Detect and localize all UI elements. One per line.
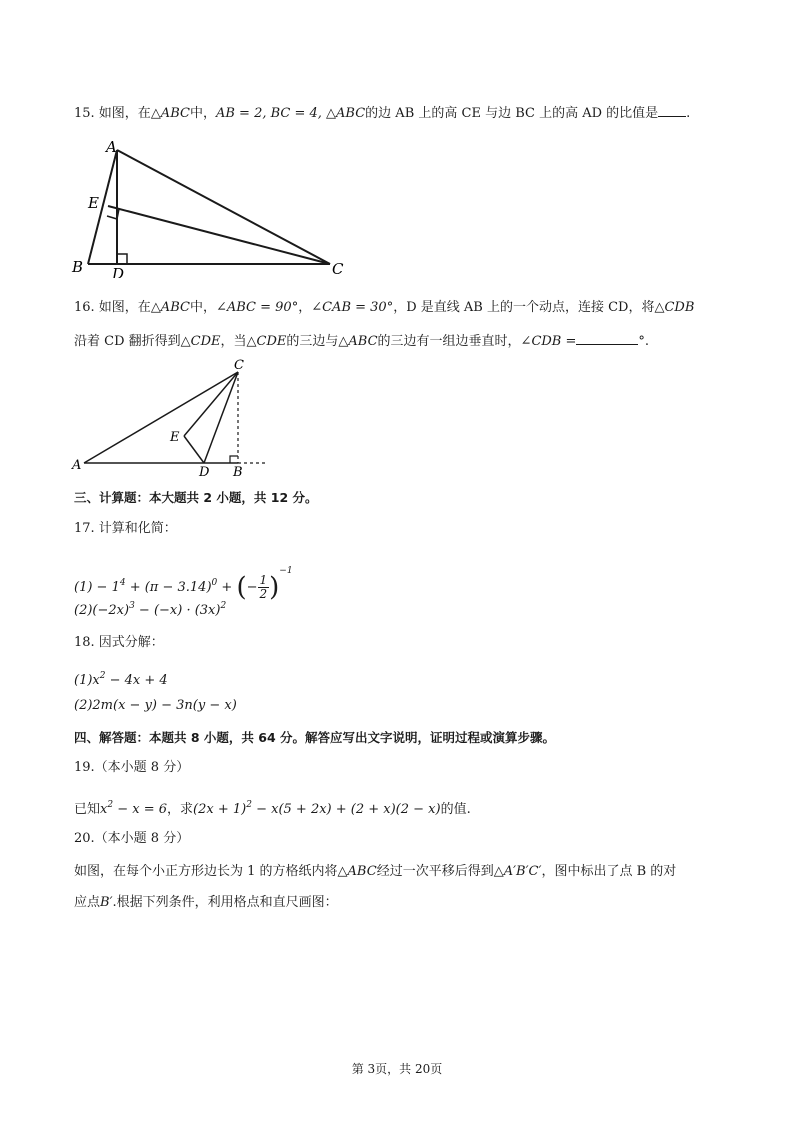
fraction-one-half: $\frac{1}{2}$: [259, 573, 268, 601]
q19-title: 19.（本小题 8 分）: [74, 760, 190, 775]
label-c: C: [332, 260, 344, 278]
q15-figure: [70, 138, 360, 278]
segment-ce: [184, 372, 238, 436]
q18-part2: (2)2m(x − y) − 3n(y − x): [74, 698, 237, 713]
q17-part2: $(2)(-2x)^3 - (-x) \cdot (3x)^2$: [74, 601, 227, 618]
answer-blank[interactable]: [658, 103, 686, 117]
q17-title: 17. 计算和化简：: [74, 521, 177, 536]
label-b: B: [72, 258, 84, 276]
q18-part1: $(1)x^2 - 4x + 4$: [74, 671, 168, 688]
segment-ed: [184, 436, 204, 463]
q18-title: 18. 因式分解：: [74, 635, 164, 650]
q17-part1: $(1) - 1^4 + (\pi - 3.14)^0$ + (− $\frac{1}{2}$ )$^{-1}$: [74, 566, 293, 603]
label-d: D: [199, 465, 210, 480]
label-b: B: [233, 465, 243, 480]
q20-line1: 如图，在每个小正方形边长为 1 的方格纸内将△ABC经过一次平移后得到△A′B′C′，图中标出了点 B 的对: [74, 864, 677, 879]
label-e: E: [88, 194, 99, 212]
q16-line1: 16. 如图，在△ABC中，∠ABC = 90°，∠CAB = 30°，D 是直线 AB 上的一个动点，连接 CD，将△CDB: [74, 300, 695, 315]
label-a: A: [72, 458, 82, 473]
q16-figure: [70, 356, 280, 481]
q19-body: 已知$x^2 - x = 6$，求$(2x + 1)^2 - x(5 + 2x) + (2 + x)(2 - x)$的值.: [74, 800, 471, 817]
q20-title: 20.（本小题 8 分）: [74, 831, 190, 846]
q20-line2: 应点B′.根据下列条件，利用格点和直尺画图：: [74, 895, 338, 910]
right-angle-mark-d: [117, 254, 127, 264]
label-d: D: [112, 265, 125, 278]
section-3-heading: 三、计算题：本大题共 2 小题，共 12 分。: [74, 490, 318, 505]
label-a: A: [106, 138, 117, 156]
q16-line2: 沿着 CD 翻折得到△CDE，当△CDE的三边与△ABC的三边有一组边垂直时，∠CDB = °.: [74, 331, 649, 352]
answer-blank[interactable]: [576, 331, 638, 345]
segment-ac: [117, 150, 330, 264]
right-angle-mark-b: [230, 456, 238, 463]
q15-text: 15. 如图，在△ABC中，AB = 2, BC = 4, △ABC的边 AB 上的高 CE 与边 BC 上的高 AD 的比值是 .: [74, 103, 690, 124]
page-footer: 第 3页，共 20页: [351, 1062, 443, 1076]
label-c: C: [234, 358, 244, 373]
segment-ac: [84, 372, 238, 463]
label-e: E: [170, 430, 180, 445]
segment-cd: [204, 372, 238, 463]
altitude-ce: [108, 206, 330, 264]
section-4-heading: 四、解答题：本题共 8 小题，共 64 分。解答应写出文字说明，证明过程或演算步骤。: [74, 730, 556, 745]
